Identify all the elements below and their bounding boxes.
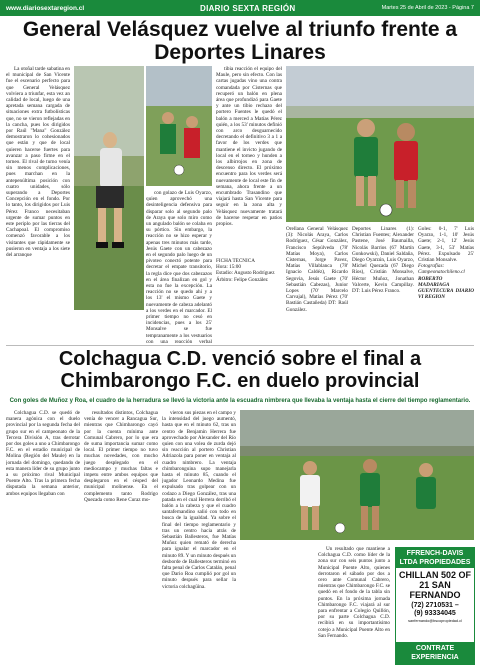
article2-column-4: Un resultado que mantiene a Colchagua C.D. como líder de la zona sur con seis puntos junto a Municipal Puente Alto, quienes derrotaron el sábado por dos a cero ante Comunal Cabrero, mientras que Chimbarongo F.C. se quedó en el fondo de la tabla sin puntos. En la próxima jornada Chimbarongo F.C. viajará al sur para enfrentar a Colegio Quillón, por su parte Colchagua C.D. recibirá en su importantísimo cotejo a Municipal Puente Alto en San Fernando. <box>318 546 390 639</box>
author-signature: ROBERTO MADARIAGA GUENTECURA DIARIO VI REGION <box>418 275 474 301</box>
ficha-arbitro: Árbitro: Felipe González <box>216 276 268 283</box>
site-url[interactable]: www.diariosextaregion.cl <box>6 4 85 12</box>
ad-email[interactable]: sanfernando@bscopropiedad.cl <box>408 619 462 623</box>
article1-headline: General Velásquez vuelve al triunfo frente a Deportes Linares <box>22 18 458 65</box>
article1-photo-3 <box>286 66 474 222</box>
article2-headline: Colchagua C.D. venció sobre el final a Chimbarongo F.C. en duelo provincial <box>58 348 422 392</box>
ad-phone-2[interactable]: (9) 93334045 <box>414 610 456 617</box>
article2-photo <box>240 410 474 540</box>
article1-ficha-tecnica <box>216 258 282 346</box>
article1-photo-2 <box>146 66 212 186</box>
ficha-title: FICHA TÉCNICA <box>216 258 255 264</box>
article1-column-1: La otoñal tarde sabatina en el municipal de San Vicente fue el escenario perfecto para que General Velásquez volviera a triunfar, esta vez an calidad de local, luego de una apretada semana cargada de situaciones extra futbolísticas que, no se vieron reflejadas en la cancha, pues los dirigidos por Raúl "Mana" González demostraron lo cohesionados que están y que de local quieren hacerse fuertes para avanzar a paso firme en el torneo. El rival de turno venía sin menos complicaciones, pues marchan en la antepenúltima posición con cuatro unidades, sólo superando a Deportes Concepción en el fondo. Por lo tanto, los dirigidos por Luis Pérez Franco necesitaban urgente de sumar puntos en este periplo por las tierras del Cachapoal. El compromiso comenzó favorable a los visitantes que rápidamente se pusieron en ventaja a los siete del arranque <box>6 66 70 259</box>
article1-lineup-2: Deportes Linares (1): Christian Fuentes; Alexander Pastene, José Baumailla, Nicolás Barrios (67 Martín Gonkowski), Daniel Saldaña, Diego Oyarzún, Luis Oyarzo, Michel Quezada (67 Diego Ríos), Cristián Monsalve, Héctor Muñoz, Jonathan Valcerte, Kevin Campillay. DT: Luis Pérez Franco. <box>352 226 414 295</box>
ad-address: CHILLAN 502 OF 21 SAN FERNANDO <box>398 570 471 600</box>
article1-goals: Goles: 0-1, 7' Luis Oyarzo, 1-1, 10' Jesús Gaete; 2-1, 12' Jesús Gaete, 3-1, 53' Matías Pérez. Expulsado 25' Cristian Monsalve. Fotografías: Campeonatochileno.cl ROBERTO MADARIAGA GUENTECURA DIARIO VI REGION <box>418 226 474 301</box>
article2-column-3: vieron sus piezas en el campo y la intensidad del juego aumentó, hasta que en el minuto 62, tras un centro de Benjamín Herrera fue aprovechado por Alexander del Río quien con una volea de zurda dejó sin reacción al portero Christian Adriazola para poner en ventaja al cuadro nimbrero. La ventaja chimbaronguina supo manejarla hasta el minuto 85, cuando el jugador Leonardo Medina fue expulsado tras golpear con un codazo a Diego González, tras una patada en el cual Herrera derribó el balón a la cabeza y que el cuadro santafernandino salió con todo en busca de la igualdad. Ya sobre el final del tiempo reglamentario y tras un centro hacia atrás de Sebastián Ballesteros, fue Matías Muñoz quien remató de derecha para igualar el marcador en el minuto 89. Y un minuto después un desborde de Ballesteros terminó en falta penal de Carlos Catalán, penal que Dario Roa cumplió por gol un minuto después para sellar la victoria colchagüina. <box>162 410 236 590</box>
ad-cta: CONTRATE EXPERIENCIA <box>396 642 474 664</box>
article2-column-2: resultados distintos, Colchagua venía de vencer a Rancagua Sur, mientras que Chimbarongo cayó por la cuenta mínima ante Comunal Cabrero, por lo que era de suma importancia sumar como local. El primer tiempo no tuvo muchas novedades, con mucho juego desplegado en el mediocampo y muchas faltas e impetu entre ambos equipos que desplegaron en el césped del municipal molinense. En el complemento tanto Rodrigo Quezada como Rene Curaz mo- <box>84 410 158 503</box>
article1-column-3: tibia reacción el equipo del Maule, pero sin efecto. Con las cartas jugadas vino una contra comandada por Cisternas que recuperó un balón en plena área que profundizó para Gaete y ante un tibio rechazo del portero Fuentes le quedó el balón a merced a Matías Pérez quién, a los 53' minutos definió con arco desguarnecido decretando el definitivo 3 a 1 a favor de los verdes que mantiene el invicto jugando de local en el torneo y hunden a los albirrojos en zona de descenso directo. El próximo encuentro para los verdes será nuevamente de local este fin de semana, ahora frente a un encumbrado Trasandino que viajará hasta San Vicente para seguir en la zona alta y Velásquez nuevamente tratará de hacerse respetar en patios propios. <box>216 66 282 228</box>
article2-subtitle: Con goles de Muñoz y Roa, el cuadro de la herradura se llevó la victoria ante la escuadra nimbrera que llevaba la ventaja hasta el cierre del tiempo reglamentario. <box>9 398 471 404</box>
article1-lineup-1: Orellana General Velásquez (3): Nicolás Araya, Carlos Rodríguez, César González, Francisco Sepúlveda (78' Matías Moya), Carlos Cisternas, Jorge Pavez, Matías Villablanca (78' Ignacio Caldéz), Ricardo Segovia, Jesús Gaete (70' Sebastián Cabezas), Junior Lopes (70' Marcelo Carvajal), Matías Pérez (70' Bastián Castañeda) DT: Raúl González. <box>286 226 348 313</box>
section-title: DIARIO SEXTA REGIÓN <box>200 3 296 13</box>
real-estate-ad[interactable] <box>395 547 475 665</box>
article2-column-1: Colchagua C.D. se quedó de manera agónica con el duelo provincial por la segunda fecha del grupo sur en el campeonato de la Tercera División A, tras derrotar por dos goles a uno a Chimbarongo F.C. en el estadio municipal de Molina (Región del Maule) en la jornada del domingo, quedando de esta manera líder de su grupo junto a su próximo rival Municipal Puente Alto. Tras la primera fecha disputada la semana anterior, ambos equipos llegaban con <box>6 410 80 497</box>
ficha-hora: Hora: 15:00 <box>216 264 241 271</box>
ad-phone-1[interactable]: (72) 2710531 – <box>411 602 459 609</box>
ficha-estadio: Estadio: Augusto Rodríguez <box>216 270 275 277</box>
page-date: Martes 25 de Abril de 2023 - Página 7 <box>381 5 474 11</box>
page-header-bar <box>0 0 480 16</box>
article1-column-2a: con golazo de Luis Oyarzo, quien aprovechó una desinteligencia defensiva para disparar solo al segundo palo de Araya que solo miro como un angulado balón se colaba en su pórtico. Sin embargo, la reacción no se hizo esperar y apenas tres minutos más tarde, Jesús Gaete con un cabezazo en el segundo palo luego de un pivoteo conectó potente para decretar el empate transitorio, la regla dice que dos cabezazos en el área finalizan en gol y esta no fue la excepción. La reacción no se quedo ahí y a los 13' el mismo Gaete y nuevamente de cabeza adelantó a los verdes en el marcador. El primer tiempo no cesó en incidencias, pues a los 25' Monsalve se fue tempranamente a los vestuarios con una reacción verbal <box>146 190 212 345</box>
article1-photo-1 <box>74 66 144 310</box>
ad-company: FFRENCH-DAVIS LTDA PROPIEDADES <box>396 548 474 568</box>
article-divider <box>6 345 474 346</box>
photo-credit: Fotografías: Campeonatochileno.cl <box>418 263 465 276</box>
